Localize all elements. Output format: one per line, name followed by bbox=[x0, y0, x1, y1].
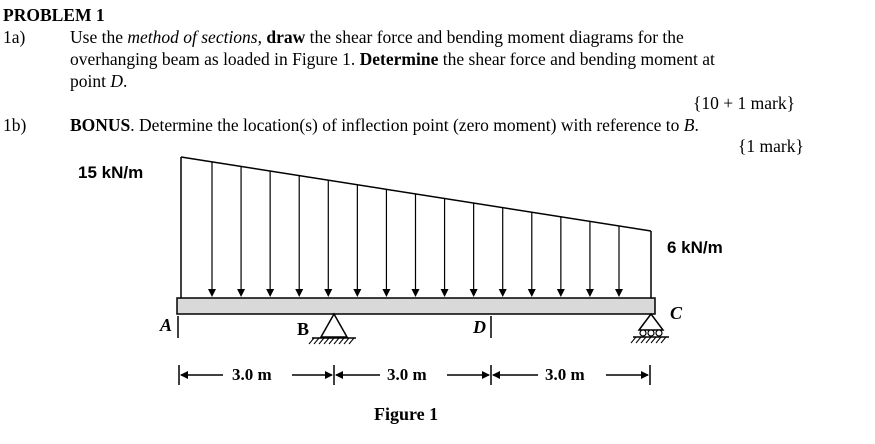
load-arrow-head bbox=[557, 289, 565, 297]
pin-support-b bbox=[309, 314, 356, 344]
distributed-load bbox=[181, 157, 651, 298]
load-arrow-head bbox=[266, 289, 274, 297]
load-arrow-head bbox=[295, 289, 303, 297]
load-arrow-head bbox=[412, 289, 420, 297]
part-b-marks: {1 mark} bbox=[738, 136, 804, 156]
part-a-number: 1a) bbox=[3, 27, 26, 47]
load-arrow-head bbox=[324, 289, 332, 297]
load-arrow-head bbox=[586, 289, 594, 297]
roller-support-c bbox=[631, 314, 669, 343]
point-c-label: C bbox=[670, 303, 683, 323]
load-arrow-head bbox=[208, 289, 216, 297]
part-b-number: 1b) bbox=[3, 115, 27, 135]
dimension-bd-label: 3.0 m bbox=[384, 365, 430, 385]
load-left-label: 15 kN/m bbox=[78, 163, 144, 182]
load-right-label: 6 kN/m bbox=[667, 238, 723, 257]
part-a-marks: {10 + 1 mark} bbox=[693, 93, 796, 113]
load-arrow-head bbox=[499, 289, 507, 297]
point-a-label: A bbox=[160, 315, 173, 335]
beam bbox=[177, 298, 655, 314]
dimension-dc-label: 3.0 m bbox=[542, 365, 588, 385]
dimension-ab-label: 3.0 m bbox=[229, 365, 275, 385]
load-arrow-head bbox=[441, 289, 449, 297]
load-arrow-head bbox=[353, 289, 361, 297]
point-b-label: B bbox=[297, 319, 310, 339]
figure-caption: Figure 1 bbox=[374, 404, 439, 424]
point-d-label: D bbox=[473, 317, 486, 337]
part-b-line-1: BONUS. Determine the location(s) of inflection point (zero moment) with reference to B. bbox=[70, 115, 699, 135]
part-a-line-3: point D. bbox=[70, 71, 128, 91]
part-a-line-1: Use the method of sections, draw the shear force and bending moment diagrams for the bbox=[70, 27, 684, 47]
part-a-line-2: overhanging beam as loaded in Figure 1. Determine the shear force and bending moment at bbox=[70, 49, 715, 69]
load-arrow-head bbox=[615, 289, 623, 297]
problem-title: PROBLEM 1 bbox=[3, 5, 105, 25]
load-arrows bbox=[208, 162, 623, 297]
load-arrow-head bbox=[528, 289, 536, 297]
load-arrow-head bbox=[382, 289, 390, 297]
load-arrow-head bbox=[237, 289, 245, 297]
load-arrow-head bbox=[470, 289, 478, 297]
